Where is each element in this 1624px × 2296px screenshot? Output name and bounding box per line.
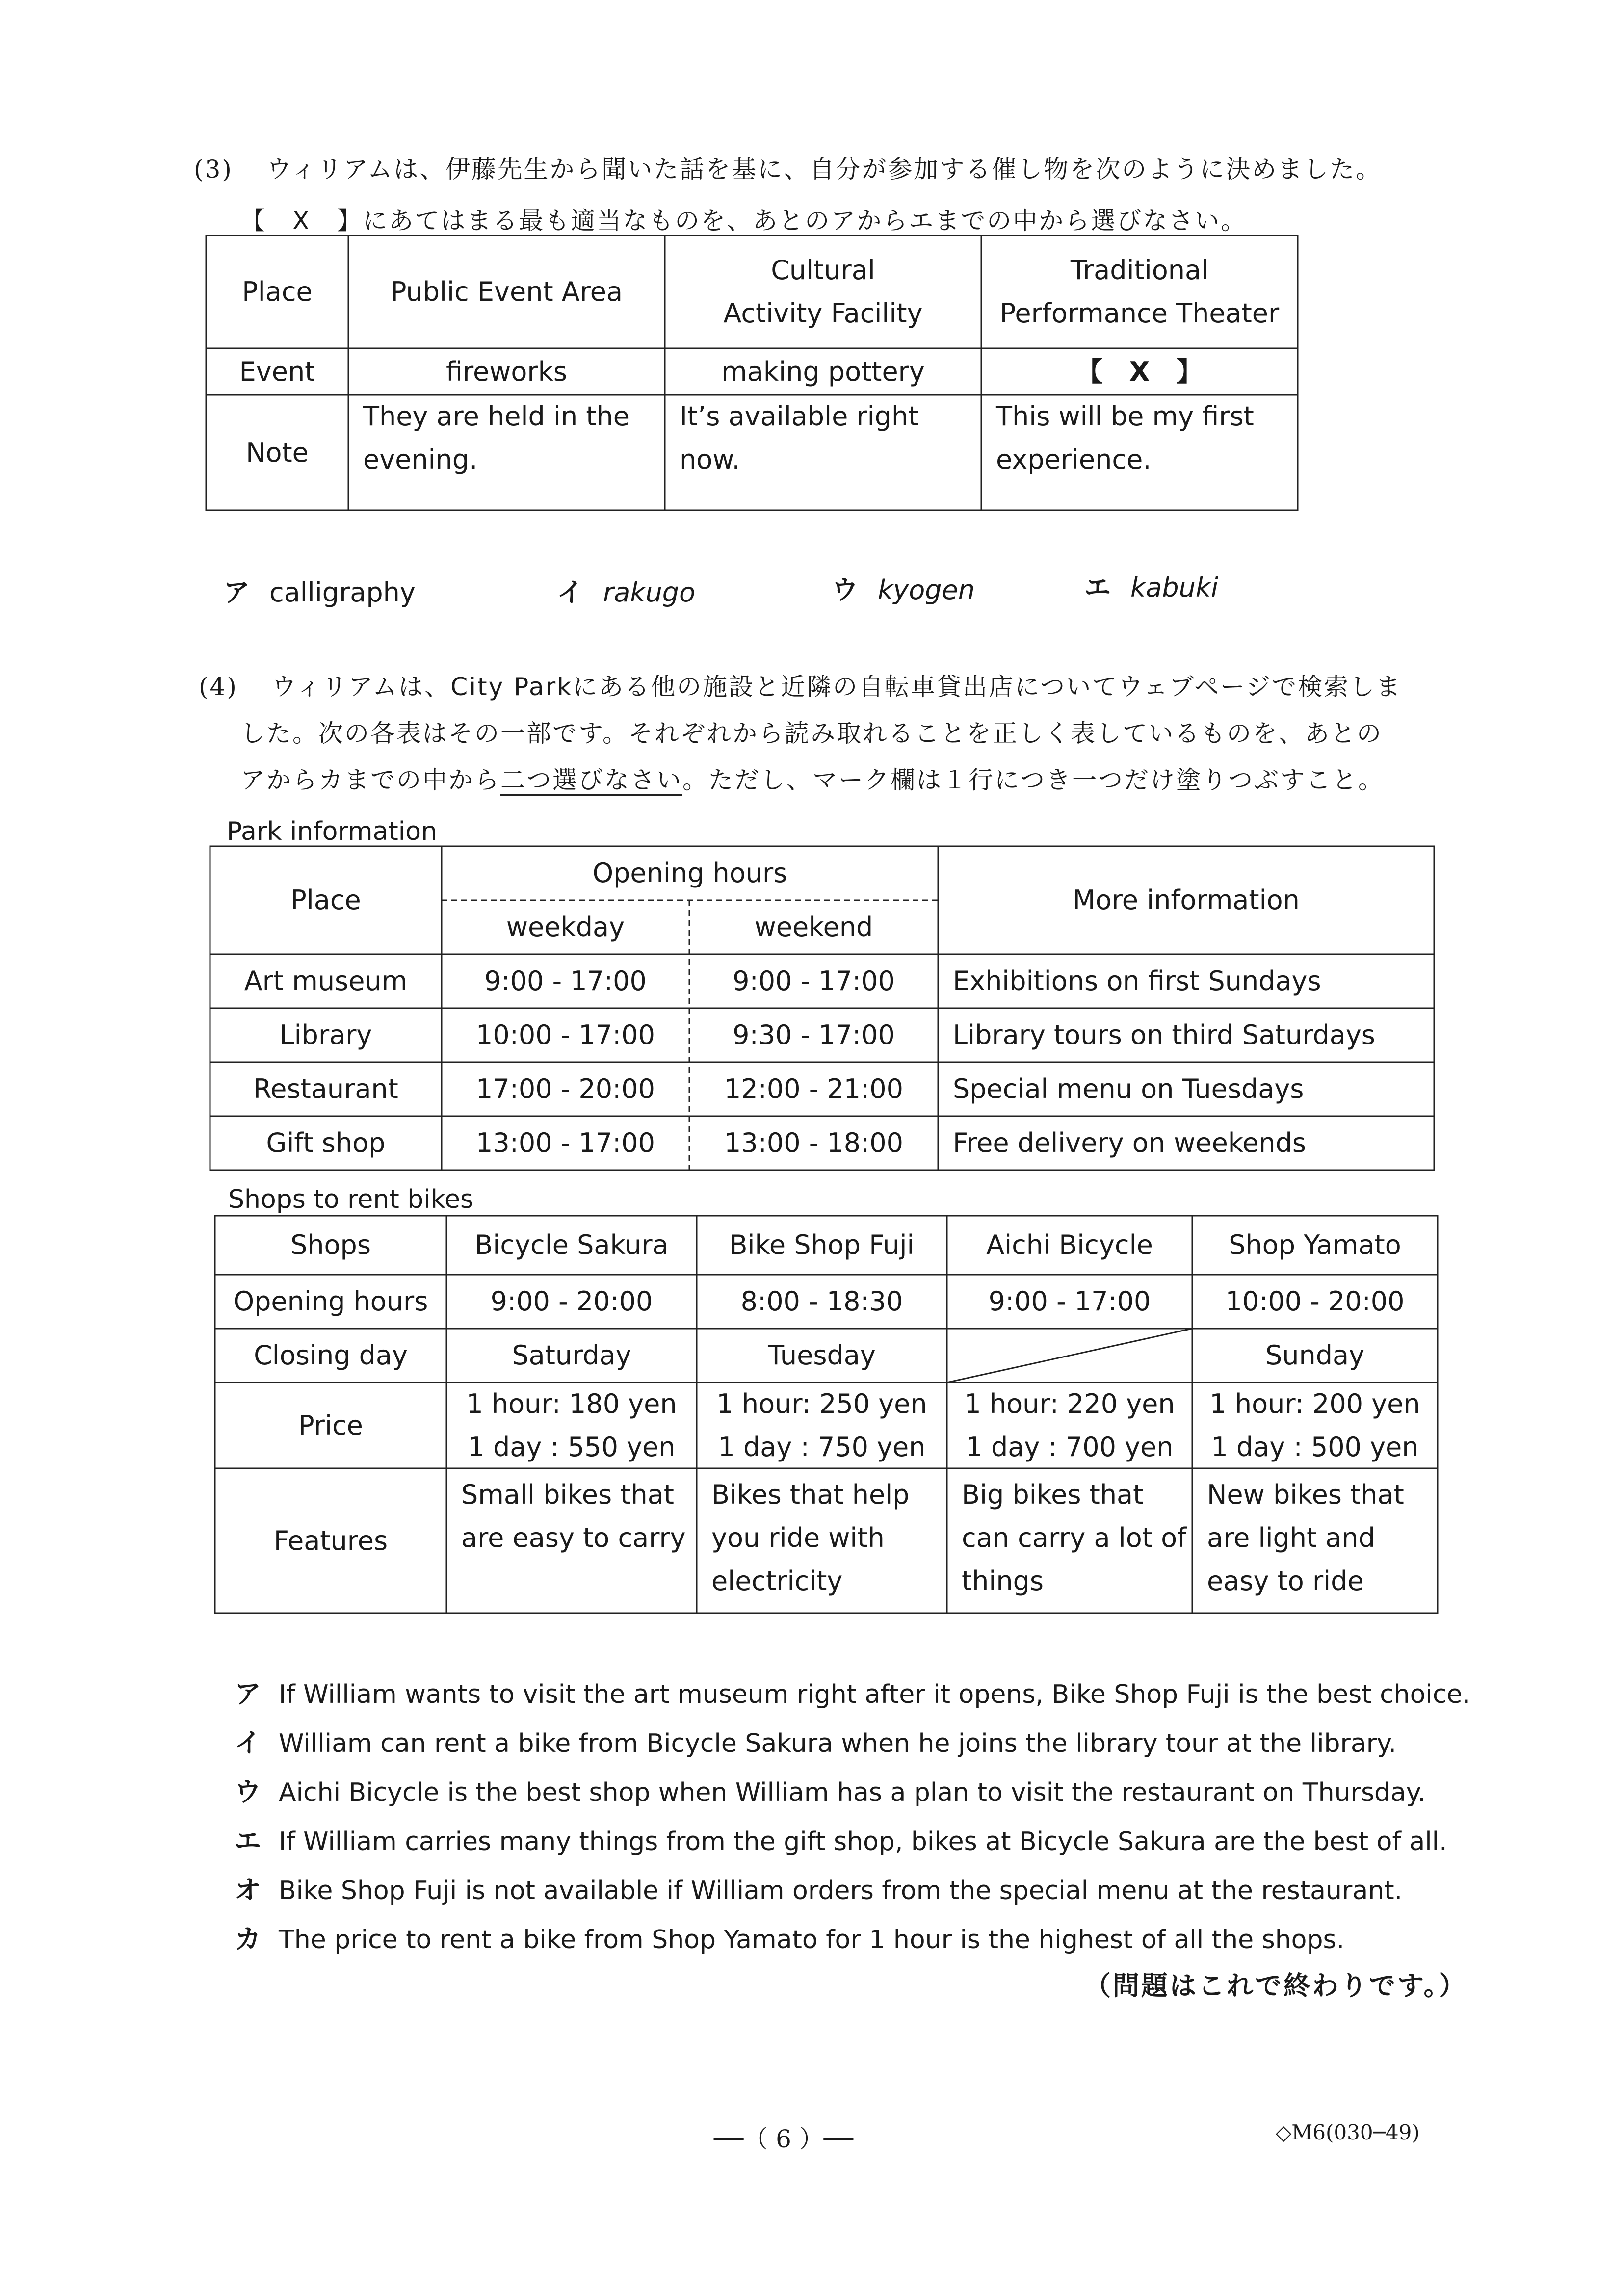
option-text: calligraphy [269, 577, 416, 608]
q4-number: (4) [199, 673, 238, 701]
statement-ka[interactable] [235, 1918, 1344, 1956]
statement-text: Bike Shop Fuji is not available if William orders from the special menu at the restaurant. [279, 1876, 1403, 1905]
park-weekend-hours: 13:00 - 18:00 [724, 1127, 904, 1158]
statement-a[interactable] [235, 1673, 1470, 1711]
price-per-day: 1 day : 550 yen [468, 1431, 676, 1462]
park-weekend-hours: 9:30 - 17:00 [733, 1019, 895, 1050]
q3-col3-note-line2: experience. [996, 444, 1152, 475]
park-weekend-hours: 12:00 - 21:00 [724, 1073, 904, 1104]
park-place: Gift shop [266, 1127, 386, 1158]
statement-text: Aichi Bicycle is the best shop when William has a plan to visit the restaurant on Thursday. [279, 1778, 1426, 1807]
bike-shop-name: Aichi Bicycle [986, 1229, 1153, 1260]
q3-col1-event: fireworks [445, 356, 568, 387]
q3-number: (3) [194, 155, 233, 183]
q3-event-header: Event [239, 356, 315, 387]
q4-prompt-line2: した。次の各表はその一部です。それぞれから読み取れることを正しく表しているものを、あとの [240, 719, 1383, 748]
q3-note-header: Note [246, 437, 309, 468]
option-mark: ウ [832, 574, 858, 605]
bike-shop-features [446, 1468, 697, 1618]
price-per-hour: 1 hour: 220 yen [964, 1388, 1175, 1419]
park-weekday-hours: 13:00 - 17:00 [475, 1127, 655, 1158]
park-weekday-header: weekday [506, 912, 625, 942]
bike-shop-hours: 10:00 - 20:00 [1225, 1286, 1405, 1317]
bike-shop-closing: Saturday [512, 1340, 631, 1371]
park-more-info: Exhibitions on first Sundays [953, 965, 1321, 996]
feature-line2: are easy to carry [461, 1522, 686, 1553]
park-weekend-hours: 9:00 - 17:00 [733, 965, 895, 996]
bike-shop-price [697, 1383, 947, 1468]
bike-price-header: Price [298, 1409, 363, 1441]
bike-shop-name: Bicycle Sakura [474, 1229, 669, 1260]
bike-shop-features [947, 1468, 1192, 1618]
park-info-label: Park information [227, 817, 438, 846]
q3-col3-event-blank: 【 X 】 [1076, 356, 1203, 387]
park-weekday-hours: 9:00 - 17:00 [484, 965, 647, 996]
bike-hours-header: Opening hours [233, 1286, 428, 1317]
option-text: kabuki [1130, 572, 1219, 603]
option-mark: イ [557, 577, 583, 608]
statement-mark: ア [235, 1678, 261, 1709]
statement-text: The price to rent a bike from Shop Yamato for 1 hour is the highest of all the shops. [279, 1925, 1345, 1955]
park-more-info: Library tours on third Saturdays [953, 1019, 1375, 1050]
q3-prompt-line2: 【 X 】にあてはまる最も適当なものを、あとのアからエまでの中から選びなさい。 [240, 207, 1247, 235]
bike-shop-price [947, 1383, 1192, 1468]
price-per-day: 1 day : 500 yen [1211, 1431, 1419, 1462]
feature-line1: Big bikes that [962, 1479, 1144, 1510]
statement-mark: ウ [235, 1776, 261, 1807]
q3-col2-place-line1: Cultural [771, 255, 875, 286]
q3-col3-place-line2: Performance Theater [999, 298, 1280, 329]
statement-u[interactable] [235, 1771, 1426, 1809]
bike-shop-features [697, 1468, 947, 1618]
bike-features-header: Features [273, 1525, 388, 1556]
bike-shop-price [446, 1383, 697, 1468]
option-mark: エ [1084, 572, 1111, 603]
q3-col1-note-line1: They are held in the [363, 401, 629, 432]
bike-shop-hours: 9:00 - 20:00 [490, 1286, 653, 1317]
statement-mark: エ [235, 1826, 261, 1856]
option-text: rakugo [603, 577, 696, 608]
statement-o[interactable] [235, 1869, 1402, 1907]
q3-place-header: Place [242, 276, 313, 307]
price-per-hour: 1 hour: 250 yen [716, 1388, 927, 1419]
bike-shops-header: Shops [290, 1229, 371, 1260]
q3-col2-note-line2: now. [680, 444, 740, 475]
park-weekday-hours: 10:00 - 17:00 [475, 1019, 655, 1050]
q3-col1-note-line2: evening. [363, 444, 478, 475]
feature-line2: can carry a lot of [962, 1522, 1187, 1553]
price-per-day: 1 day : 750 yen [718, 1431, 926, 1462]
park-weekend-header: weekend [754, 912, 873, 942]
bike-shop-name: Shop Yamato [1229, 1229, 1401, 1260]
statement-text: William can rent a bike from Bicycle Sakura when he joins the library tour at the library. [279, 1729, 1397, 1758]
bike-shop-hours: 8:00 - 18:30 [740, 1286, 903, 1317]
price-per-hour: 1 hour: 200 yen [1209, 1388, 1420, 1419]
bike-shop-hours: 9:00 - 17:00 [988, 1286, 1151, 1317]
bike-shop-closing: Sunday [1265, 1340, 1365, 1371]
bike-shop-price [1192, 1383, 1438, 1468]
q3-col3-note-line1: This will be my first [996, 401, 1254, 432]
feature-line3: things [962, 1565, 1044, 1596]
bike-shop-features [1192, 1468, 1438, 1618]
feature-line1: Small bikes that [461, 1479, 674, 1510]
page-number: ──（ 6 ）── [714, 2125, 854, 2153]
option-text: kyogen [878, 574, 975, 605]
price-per-day: 1 day : 700 yen [966, 1431, 1174, 1462]
statement-mark: カ [235, 1924, 261, 1955]
bike-shop-name: Bike Shop Fuji [729, 1229, 915, 1260]
feature-line3: electricity [711, 1565, 843, 1596]
statement-mark: オ [235, 1875, 261, 1905]
park-more-info: Special menu on Tuesdays [953, 1073, 1304, 1104]
q4-prompt-line3-underlined: 二つ選びなさい [500, 766, 682, 796]
bike-shop-closing: Tuesday [768, 1340, 876, 1371]
feature-line1: New bikes that [1207, 1479, 1404, 1510]
exam-code: ◇M6(030─49) [1276, 2120, 1420, 2144]
aichi-closing-slash [947, 1329, 1192, 1383]
statement-mark: イ [235, 1727, 261, 1758]
park-place: Art museum [244, 965, 408, 996]
park-hours-header: Opening hours [592, 858, 787, 888]
q3-col2-place-line2: Activity Facility [723, 298, 923, 329]
bike-shops-label: Shops to rent bikes [228, 1185, 474, 1214]
feature-line3: easy to ride [1207, 1565, 1364, 1596]
q3-prompt-line1: ウィリアムは、伊藤先生から聞いた話を基に、自分が参加する催し物を次のように決めました。 [266, 155, 1382, 183]
feature-line2: are light and [1207, 1522, 1375, 1553]
park-info-header: More information [1073, 885, 1300, 915]
park-more-info: Free delivery on weekends [953, 1127, 1307, 1158]
q3-col2-note-line1: It’s available right [680, 401, 919, 432]
park-place: Library [279, 1019, 372, 1050]
statement-i[interactable] [235, 1722, 1396, 1760]
bike-closing-header: Closing day [254, 1340, 408, 1371]
q3-col2-event: making pottery [721, 356, 925, 387]
q4-prompt-line3c: 。ただし、マーク欄は１行につき一つだけ塗りつぶすこと。 [682, 766, 1384, 794]
feature-line2: you ride with [711, 1522, 885, 1553]
statement-text: If William wants to visit the art museum right after it opens, Bike Shop Fuji is the best choice. [279, 1680, 1470, 1709]
q4-prompt-line3a: アからカまでの中から [240, 766, 500, 794]
q3-col3-place-line1: Traditional [1070, 255, 1209, 286]
q4-prompt-line1: ウィリアムは、City Parkにある他の施設と近隣の自転車貸出店についてウェブページで検索しま [271, 673, 1402, 701]
price-per-hour: 1 hour: 180 yen [466, 1388, 677, 1419]
end-of-questions-note: （問題はこれで終わりです。） [1084, 1970, 1467, 2001]
park-weekday-hours: 17:00 - 20:00 [475, 1073, 655, 1104]
statement-e[interactable] [235, 1820, 1447, 1858]
statement-text: If William carries many things from the gift shop, bikes at Bicycle Sakura are the best of all. [279, 1827, 1447, 1856]
q3-col1-place: Public Event Area [390, 276, 623, 307]
park-place-header: Place [290, 885, 361, 915]
feature-line1: Bikes that help [711, 1479, 910, 1510]
option-mark: ア [223, 577, 250, 608]
park-place: Restaurant [253, 1073, 398, 1104]
